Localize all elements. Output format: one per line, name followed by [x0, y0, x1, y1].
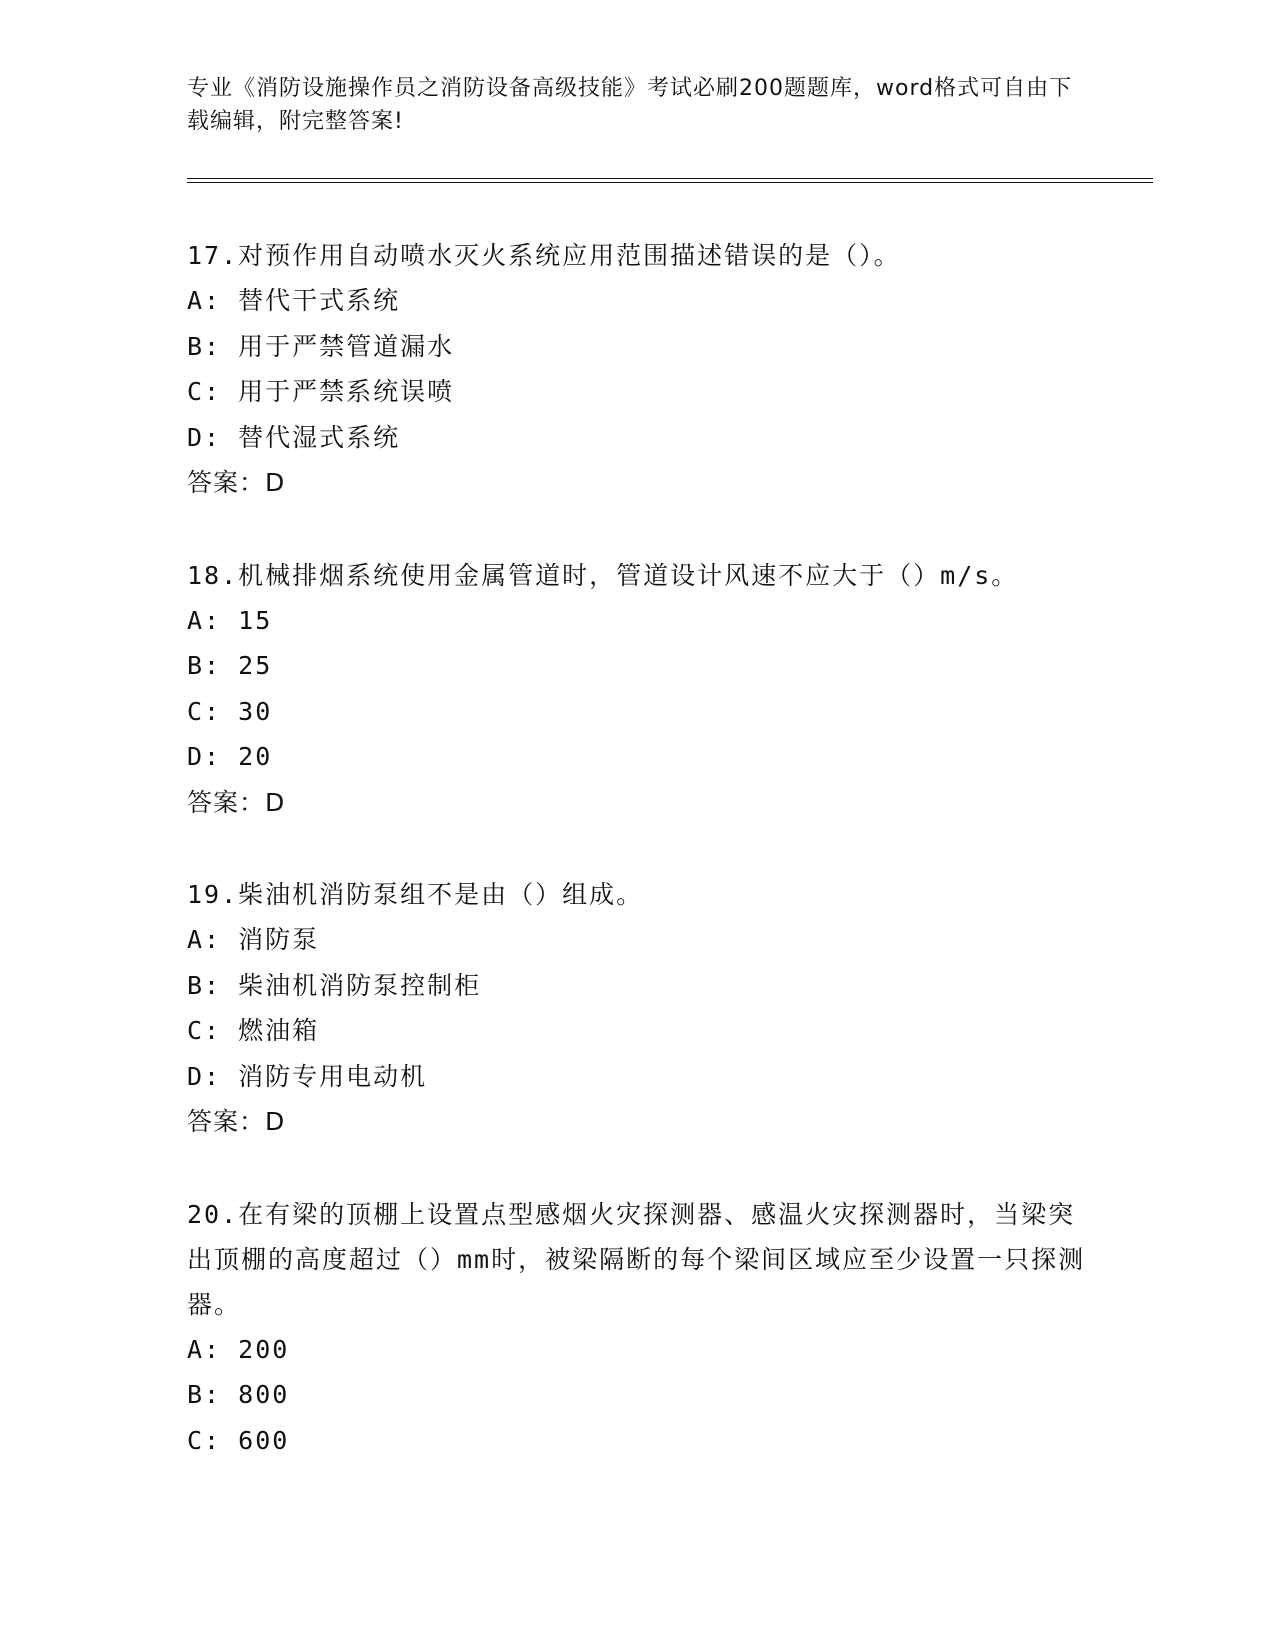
option-a: A: 替代干式系统: [187, 286, 401, 315]
option-c: C: 30: [187, 696, 273, 726]
option-d: D: 20: [187, 742, 273, 771]
header-divider: [187, 178, 1153, 183]
question-18: [187, 553, 1087, 826]
question-stem: 20.在有梁的顶棚上设置点型感烟火灾探测器、感温火灾探测器时，当梁突出顶棚的高度超过（）mm时，被梁隔断的每个梁间区域应至少设置一只探测器。: [187, 1199, 1086, 1319]
option-b: B: 用于严禁管道漏水: [187, 331, 455, 361]
question-list: [187, 233, 1087, 1510]
option-a: A: 200: [187, 1334, 290, 1364]
question-stem: 17.对预作用自动喷水灭火系统应用范围描述错误的是（）。: [187, 241, 901, 270]
question-20: [187, 1192, 1087, 1464]
option-b: B: 柴油机消防泵控制柜: [187, 970, 482, 1000]
answer: 答案：D: [187, 1107, 286, 1136]
option-c: C: 600: [187, 1425, 290, 1455]
document-header: [187, 72, 1077, 138]
option-d: D: 替代湿式系统: [187, 422, 401, 452]
answer: 答案：D: [187, 468, 286, 497]
header-title: 专业《消防设施操作员之消防设备高级技能》考试必刷200题题库，word格式可自由下载编辑，附完整答案!: [187, 76, 1073, 134]
option-b: B: 800: [187, 1380, 290, 1409]
option-b: B: 25: [187, 651, 273, 680]
question-stem: 18.机械排烟系统使用金属管道时，管道设计风速不应大于（）m/s。: [187, 560, 1019, 590]
option-a: A: 消防泵: [187, 925, 320, 954]
question-19: [187, 872, 1087, 1145]
option-c: C: 用于严禁系统误喷: [187, 377, 455, 406]
answer: 答案：D: [187, 787, 286, 817]
option-c: C: 燃油箱: [187, 1016, 320, 1045]
question-stem: 19.柴油机消防泵组不是由（）组成。: [187, 880, 644, 909]
option-d: D: 消防专用电动机: [187, 1061, 428, 1091]
option-a: A: 15: [187, 605, 273, 635]
question-17: [187, 233, 1087, 506]
